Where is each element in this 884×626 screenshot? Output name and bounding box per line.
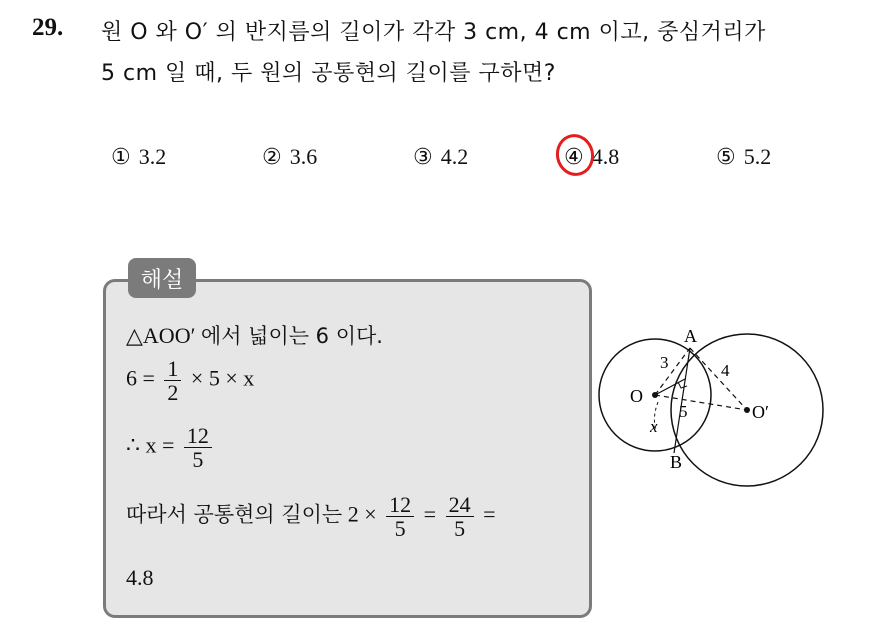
choice-mark: ⑤ xyxy=(716,145,736,170)
right-angle-mark xyxy=(678,382,687,388)
choice-mark: ② xyxy=(262,145,282,170)
point-O-prime xyxy=(744,407,750,413)
fraction-numerator: 24 xyxy=(446,493,474,517)
two-circles-diagram xyxy=(590,320,830,500)
segment-AO-prime xyxy=(690,348,747,410)
fraction-24-5 xyxy=(446,493,474,540)
solution-tab: 해설 xyxy=(128,258,196,298)
eq-lhs: 6 = xyxy=(126,365,155,391)
choice-mark: ① xyxy=(111,145,131,170)
segment-OO-prime xyxy=(655,395,747,410)
choice-value: 5.2 xyxy=(743,144,772,169)
solution-line2 xyxy=(126,357,254,404)
label-O: O xyxy=(630,386,643,406)
label-3: 3 xyxy=(660,353,669,372)
label-5: 5 xyxy=(679,402,688,421)
choice-value: 3.6 xyxy=(289,144,318,169)
choice-value: 3.2 xyxy=(138,144,167,169)
label-x: x xyxy=(650,417,658,436)
fraction-denominator: 2 xyxy=(167,380,179,406)
question-text-line1: 원 O 와 O′ 의 반지름의 길이가 각각 3 cm, 4 cm 이고, 중심거리가 xyxy=(101,20,766,45)
choice-mark: ④ xyxy=(564,145,584,170)
solution-line4-text: 따라서 공통현의 길이는 xyxy=(126,502,343,527)
solution-line1-text: 에서 넓이는 6 이다. xyxy=(200,324,383,348)
choice-2[interactable] xyxy=(262,144,317,170)
common-chord xyxy=(674,348,690,453)
point-O xyxy=(652,392,658,398)
equals-sign: = xyxy=(423,501,437,527)
question-text-line2: 5 cm 일 때, 두 원의 공통현의 길이를 구하면? xyxy=(101,61,556,86)
choice-3[interactable] xyxy=(413,144,468,170)
label-B: B xyxy=(670,452,683,472)
choice-value: 4.2 xyxy=(440,144,469,169)
solution-line3 xyxy=(126,424,216,471)
fraction-half xyxy=(164,357,181,404)
equals-sign: = xyxy=(483,501,496,527)
triangle-expr: △AOO′ xyxy=(126,323,196,348)
eq-rhs: × 5 × x xyxy=(190,365,255,391)
label-4: 4 xyxy=(721,361,730,380)
fraction-x xyxy=(184,424,212,471)
solution-line5: 4.8 xyxy=(126,565,154,590)
fraction-denominator: 5 xyxy=(192,447,204,473)
label-O-prime: O′ xyxy=(752,402,769,422)
selected-answer-circle xyxy=(552,131,598,180)
fraction-denominator: 5 xyxy=(394,516,406,542)
choice-mark: ③ xyxy=(413,145,433,170)
solution-line4 xyxy=(126,493,495,540)
label-A: A xyxy=(684,326,697,346)
fraction-numerator: 12 xyxy=(184,424,212,448)
question-number: 29. xyxy=(32,14,64,41)
choice-value: 4.8 xyxy=(591,144,620,169)
fraction-12-5 xyxy=(386,493,414,540)
fraction-numerator: 12 xyxy=(386,493,414,517)
fraction-numerator: 1 xyxy=(164,357,181,381)
solution-line1 xyxy=(126,320,383,350)
coef: 2 × xyxy=(347,501,377,527)
therefore-lhs: ∴ x = xyxy=(126,432,175,458)
fraction-denominator: 5 xyxy=(454,516,466,542)
choice-1[interactable] xyxy=(111,144,166,170)
choice-5[interactable] xyxy=(716,144,771,170)
